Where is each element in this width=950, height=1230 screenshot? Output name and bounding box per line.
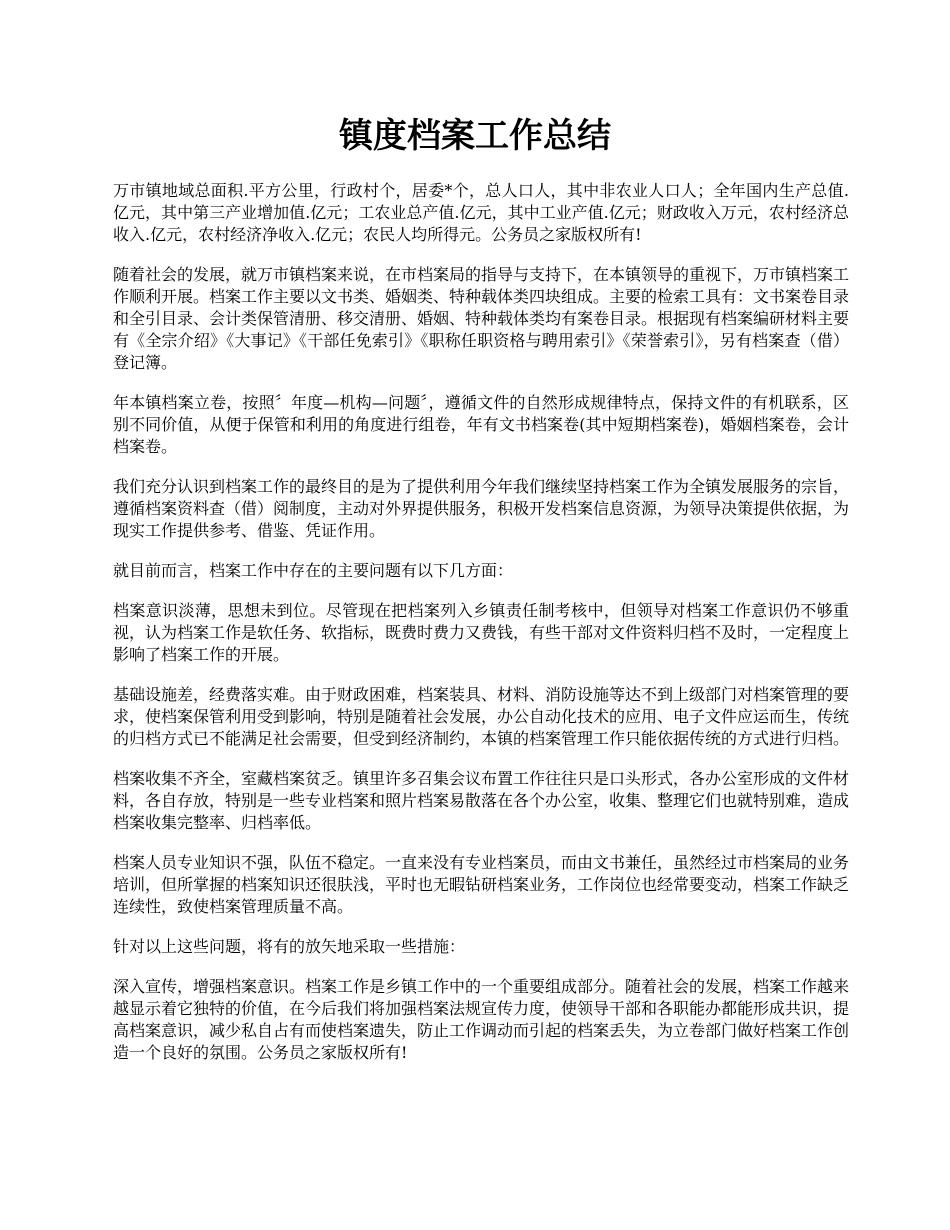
paragraph-filing-method: 年本镇档案立卷，按照〞年度—机构—问题〞，遵循文件的自然形成规律特点，保持文件的有机联系，区别不同价值，从便于保管和利用的角度进行组卷，年有文书档案卷(其中短期档案卷)，婚姻档案卷，会计档案卷。 <box>113 393 849 456</box>
paragraph-service-purpose: 我们充分认识到档案工作的最终目的是为了提供利用今年我们继续坚持档案工作为全镇发展服务的宗旨，遵循档案资料查（借）阅制度，主动对外界提供服务，积极开发档案信息资源，为领导决策提供依据，为现实工作提供参考、借鉴、凭证作用。 <box>113 477 850 540</box>
paragraph-measure-publicity: 深入宣传，增强档案意识。档案工作是乡镇工作中的一个重要组成部分。随着社会的发展，档案工作越来越显示着它独特的价值，在今后我们将加强档案法规宣传力度，使领导干部和各职能办都能形成共识，提高档案意识，减少私自占有而使档案遗失，防止工作调动而引起的档案丢失，为立卷部门做好档案工作创造一个良好的氛围。公务员之家版权所有! <box>113 977 850 1062</box>
document-title: 镇度档案工作总结 <box>339 116 611 156</box>
paragraph-problem-staff: 档案人员专业知识不强，队伍不稳定。一直来没有专业档案员，而由文书兼任，虽然经过市档案局的业务培训，但所掌握的档案知识还很肤浅，平时也无暇钻研档案业务，工作岗位也经常要变动，档案工作缺乏连续性，致使档案管理质量不高。 <box>113 853 850 916</box>
paragraph-overview: 万市镇地域总面积.平方公里，行政村个，居委*个，总人口人，其中非农业人口人；全年国内生产总值.亿元，其中第三产业增加值.亿元；工农业总产值.亿元，其中工业产值.亿元；财政收入万元，农村经济总收入.亿元，农村经济净收入.亿元；农民人均所得元。公务员之家版权所有! <box>113 181 849 244</box>
paragraph-measures-intro: 针对以上这些问题，将有的放矢地采取一些措施： <box>113 937 466 956</box>
document-body <box>113 180 849 1082</box>
paragraph-problem-awareness: 档案意识淡薄，思想未到位。尽管现在把档案列入乡镇责任制考核中，但领导对档案工作意识仍不够重视，认为档案工作是软任务、软指标，既费时费力又费钱，有些干部对文件资料归档不及时，一定程度上影响了档案工作的开展。 <box>113 601 850 664</box>
paragraph-problems-intro: 就目前而言，档案工作中存在的主要问题有以下几方面： <box>113 561 514 580</box>
paragraph-problem-collection: 档案收集不齐全，室藏档案贫乏。镇里许多召集会议布置工作往往只是口头形式，各办公室形成的文件材料，各自存放，特别是一些专业档案和照片档案易散落在各个办公室，收集、整理它们也就特别难，造成档案收集完整率、归档率低。 <box>113 769 850 832</box>
paragraph-archive-structure: 随着社会的发展，就万市镇档案来说，在市档案局的指导与支持下，在本镇领导的重视下，万市镇档案工作顺利开展。档案工作主要以文书类、婚姻类、特种载体类四块组成。主要的检索工具有：文书案卷目录和全引目录、会计类保管清册、移交清册、婚姻、特种载体类均有案卷目录。根据现有档案编研材料主要有《全宗介绍》《大事记》《干部任免索引》《职称任职资格与聘用索引》《荣誉索引》，另有档案查（借）登记簿。 <box>113 265 850 372</box>
paragraph-problem-facilities: 基础设施差，经费落实难。由于财政困难，档案装具、材料、消防设施等达不到上级部门对档案管理的要求，使档案保管利用受到影响，特别是随着社会发展，办公自动化技术的应用、电子文件应运而生，传统的归档方式已不能满足社会需要，但受到经济制约，本镇的档案管理工作只能依据传统的方式进行归档。 <box>113 685 850 748</box>
